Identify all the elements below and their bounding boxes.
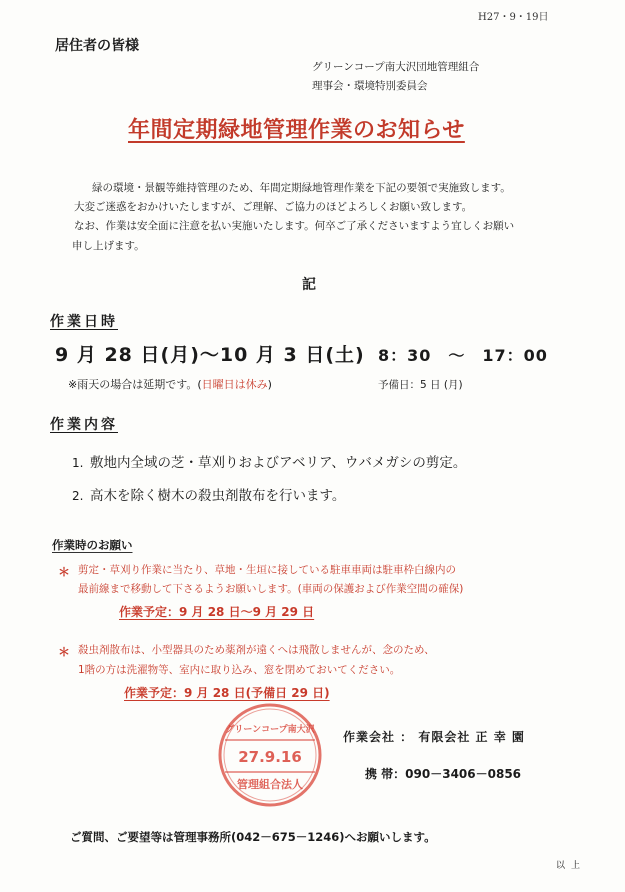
body-paragraph-line: なお、作業は安全面に注意を払い実施いたします。何卒ご了承くださいますよう宜しくお願い <box>74 220 515 232</box>
rain-note-text: ※雨天の場合は延期です。( <box>68 378 202 391</box>
document-date: H27・9・19日 <box>478 12 549 23</box>
work-time: 8：30 ～ 17：00 <box>378 346 548 365</box>
work-date-heading: 作業日時 <box>50 314 118 330</box>
list-item-text: 高木を除く樹木の殺虫剤散布を行います。 <box>90 488 346 504</box>
list-item-number: 2. <box>72 489 84 503</box>
recipient: 居住者の皆様 <box>55 38 139 54</box>
ki-heading: 記 <box>302 277 316 293</box>
work-schedule: 9 月 28 日(月)～10 月 3 日(土) <box>55 344 365 366</box>
request-2-line: 1階の方は洗濯物等、室内に取り込み、窓を閉めておいてください。 <box>78 664 401 676</box>
list-item <box>72 484 345 504</box>
request-1-schedule: 作業予定：9 月 28 日～9 月 29 日 <box>119 605 315 619</box>
notice-title: 年間定期緑地管理作業のお知らせ <box>128 118 465 143</box>
rain-note-close: ) <box>267 378 272 391</box>
rain-note <box>68 376 272 392</box>
contact-info: ご質問、ご要望等は管理事務所(042－675－1246)へお願いします。 <box>70 830 436 844</box>
contractor-company: 作業会社 ： 有限会社 正 幸 園 <box>343 730 525 744</box>
sender-organization: グリーンコープ南大沢団地管理組合 <box>312 61 480 73</box>
request-1-line: 剪定・草刈り作業に当たり、草地・生垣に接している駐車車両は駐車枠白線内の <box>78 564 456 576</box>
reserve-day: 予備日：5 日 (月) <box>378 379 463 391</box>
body-paragraph-line: 大変ご迷惑をおかけいたしますが、ご理解、ご協力のほどよろしくお願い致します。 <box>74 201 473 213</box>
request-2-line: 殺虫剤散布は、小型器具のため薬剤が遠くへは飛散しませんが、念のため、 <box>78 644 435 656</box>
asterisk-mark: ＊ <box>58 645 71 659</box>
body-paragraph-line: 申し上げます。 <box>72 240 145 252</box>
sender-committee: 理事会・環境特別委員会 <box>312 80 428 92</box>
asterisk-mark: ＊ <box>58 565 71 579</box>
body-paragraph-line: 緑の環境・景観等維持管理のため、年間定期緑地管理作業を下記の要領で実施致します。 <box>92 182 511 194</box>
approval-stamp <box>215 700 325 810</box>
closing-mark: 以上 <box>556 861 587 871</box>
sunday-off-note: 日曜日は休み <box>201 378 268 391</box>
request-2-schedule: 作業予定：9 月 28 日(予備日 29 日) <box>124 686 330 700</box>
work-content-heading: 作業内容 <box>50 417 118 433</box>
list-item <box>72 451 466 471</box>
list-item-number: 1. <box>72 456 84 470</box>
stamp-bottom-text: 管理組合法人 <box>237 778 303 791</box>
stamp-date: 27.9.16 <box>238 748 302 766</box>
stamp-top-text: グリーンコープ南大沢 <box>225 725 315 735</box>
request-1-line: 最前線まで移動して下さるようお願いします。(車両の保護および作業空間の確保) <box>78 583 464 595</box>
contractor-phone: 携 帯：090－3406－0856 <box>365 767 522 781</box>
list-item-text: 敷地内全域の芝・草刈りおよびアベリア、ウバメガシの剪定。 <box>90 455 467 471</box>
requests-heading: 作業時のお願い <box>52 538 133 552</box>
